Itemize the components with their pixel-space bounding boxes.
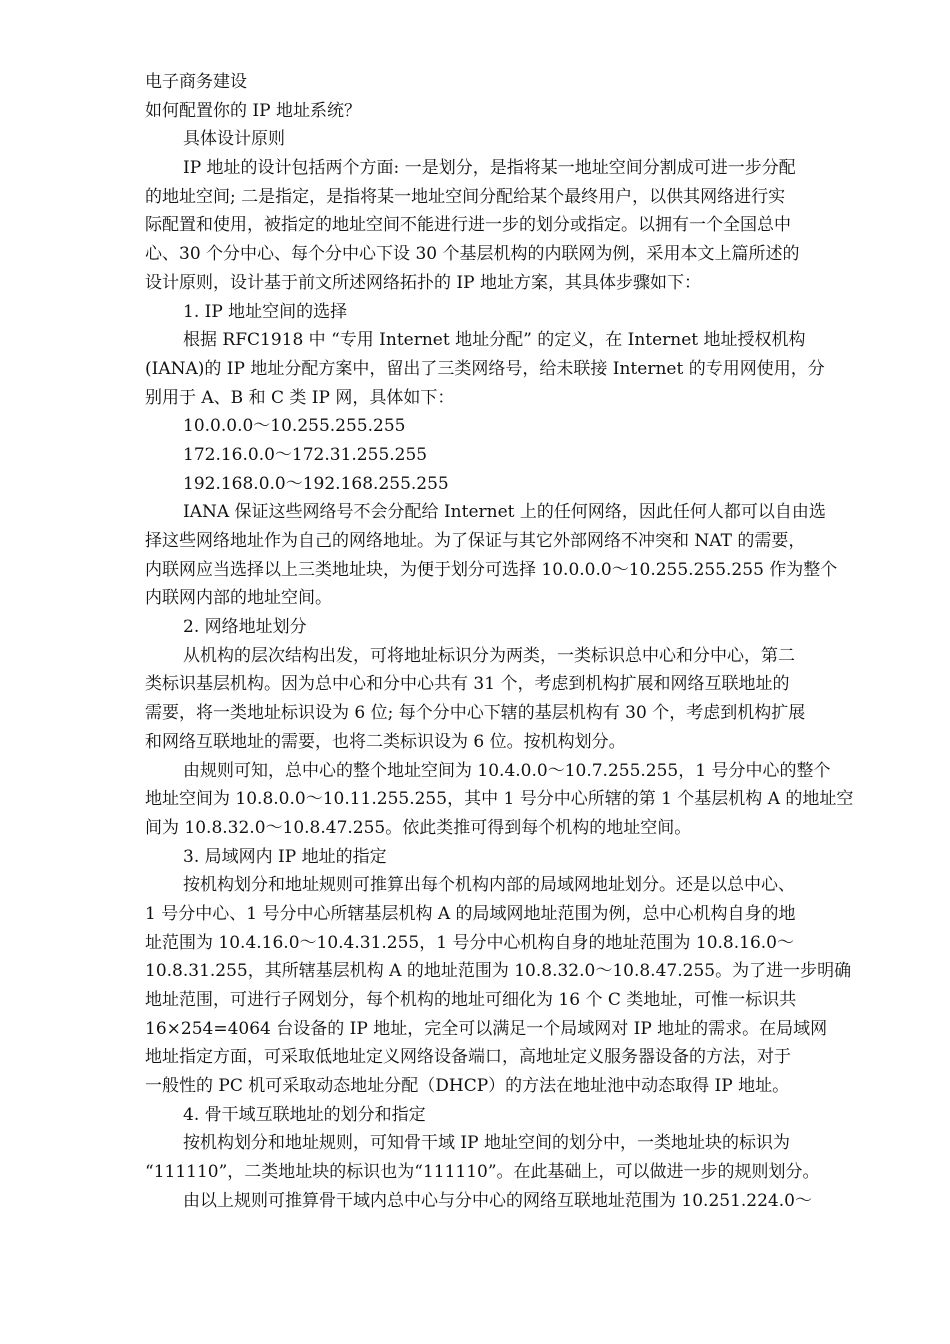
text-line: 电子商务建设 [145, 72, 247, 92]
text-line: 1. IP 地址空间的选择 [183, 301, 348, 322]
text-line: 如何配置你的 IP 地址系统？ [145, 100, 361, 121]
text-line: 设计原则，设计基于前文所述网络拓扑的 IP 地址方案，其具体步骤如下： [145, 272, 701, 293]
text-line: 的地址空间; 二是指定，是指将某一地址空间分配给某个最终用户，以供其网络进行实 [145, 186, 786, 207]
text-line: 间为 10.8.32.0～10.8.47.255。依此类推可得到每个机构的地址空间。 [145, 817, 692, 838]
text-line: 和网络互联地址的需要，也将二类标识设为 6 位。按机构划分。 [145, 731, 626, 752]
text-line: 按机构划分和地址规则，可知骨干域 IP 地址空间的划分中，一类地址块的标识为 [183, 1133, 790, 1154]
text-line: 别用于 A、B 和 C 类 IP 网，具体如下： [145, 387, 455, 408]
text-line: 地址指定方面，可采取低地址定义网络设备端口，高地址定义服务器设备的方法，对于 [145, 1047, 791, 1068]
text-line: 从机构的层次结构出发，可将地址标识分为两类，一类标识总中心和分中心，第二 [183, 645, 795, 666]
text-line: 内联网内部的地址空间。 [145, 588, 332, 609]
text-line: 心、30 个分中心、每个分中心下设 30 个基层机构的内联网为例，采用本文上篇所述的 [145, 244, 800, 265]
text-line: 10.8.31.255，其所辖基层机构 A 的地址范围为 10.8.32.0～10.8.47.255。为了进一步明确 [145, 961, 852, 982]
text-line: 地址空间为 10.8.0.0～10.11.255.255，其中 1 号分中心所辖的第 1 个基层机构 A 的地址空 [145, 789, 854, 810]
text-line: IANA 保证这些网络号不会分配给 Internet 上的任何网络，因此任何人都可以自由选 [183, 502, 826, 523]
text-line: 3. 局域网内 IP 地址的指定 [183, 846, 387, 867]
text-line: (IANA)的 IP 地址分配方案中，留出了三类网络号，给未联接 Internet 的专用网使用，分 [145, 358, 825, 379]
text-line: 10.0.0.0～10.255.255.255 [183, 416, 406, 437]
text-line: 按机构划分和地址规则可推算出每个机构内部的局域网地址划分。还是以总中心、 [183, 875, 795, 896]
text-line: 址范围为 10.4.16.0～10.4.31.255，1 号分中心机构自身的地址范围为 10.8.16.0～ [145, 932, 794, 953]
document-page [145, 68, 880, 1216]
text-line: 16×254=4064 台设备的 IP 地址，完全可以满足一个局域网对 IP 地址的需求。在局域网 [145, 1018, 828, 1039]
text-line: 具体设计原则 [183, 129, 285, 150]
text-line: 需要，将一类地址标识设为 6 位; 每个分中心下辖的基层机构有 30 个，考虑到机构扩展 [145, 703, 806, 724]
text-line: 地址范围，可进行子网划分，每个机构的地址可细化为 16 个 C 类地址，可惟一标识共 [145, 990, 797, 1010]
text-line: 由规则可知，总中心的整个地址空间为 10.4.0.0～10.7.255.255，1 号分中心的整个 [183, 760, 831, 781]
text-line: 由以上规则可推算骨干域内总中心与分中心的网络互联地址范围为 10.251.224.0～ [183, 1190, 812, 1211]
text-line: 192.168.0.0～192.168.255.255 [183, 473, 449, 494]
text-line: 2. 网络地址划分 [183, 617, 307, 638]
text-line: 一般性的 PC 机可采取动态地址分配（DHCP）的方法在地址池中动态取得 IP 地址。 [145, 1076, 790, 1097]
text-line: 内联网应当选择以上三类地址块，为便于划分可选择 10.0.0.0～10.255.255.255 作为整个 [145, 559, 838, 580]
text-line: 根据 RFC1918 中 “专用 Internet 地址分配” 的定义，在 Internet 地址授权机构 [183, 330, 806, 351]
text-line: 172.16.0.0～172.31.255.255 [183, 444, 428, 465]
text-line: 4. 骨干域互联地址的划分和指定 [183, 1104, 426, 1125]
text-line: 择这些网络地址作为自己的网络地址。为了保证与其它外部网络不冲突和 NAT 的需要， [145, 531, 806, 551]
text-line: 1 号分中心、1 号分中心所辖基层机构 A 的局域网地址范围为例，总中心机构自身的地 [145, 903, 796, 924]
text-line: “111110”，二类地址块的标识也为“111110”。在此基础上，可以做进一步的规则划分。 [145, 1162, 820, 1183]
text-line: 际配置和使用，被指定的地址空间不能进行进一步的划分或指定。以拥有一个全国总中 [145, 215, 791, 236]
text-line: IP 地址的设计包括两个方面: 一是划分，是指将某一地址空间分割成可进一步分配 [183, 158, 796, 179]
text-line: 类标识基层机构。因为总中心和分中心共有 31 个，考虑到机构扩展和网络互联地址的 [145, 674, 790, 695]
